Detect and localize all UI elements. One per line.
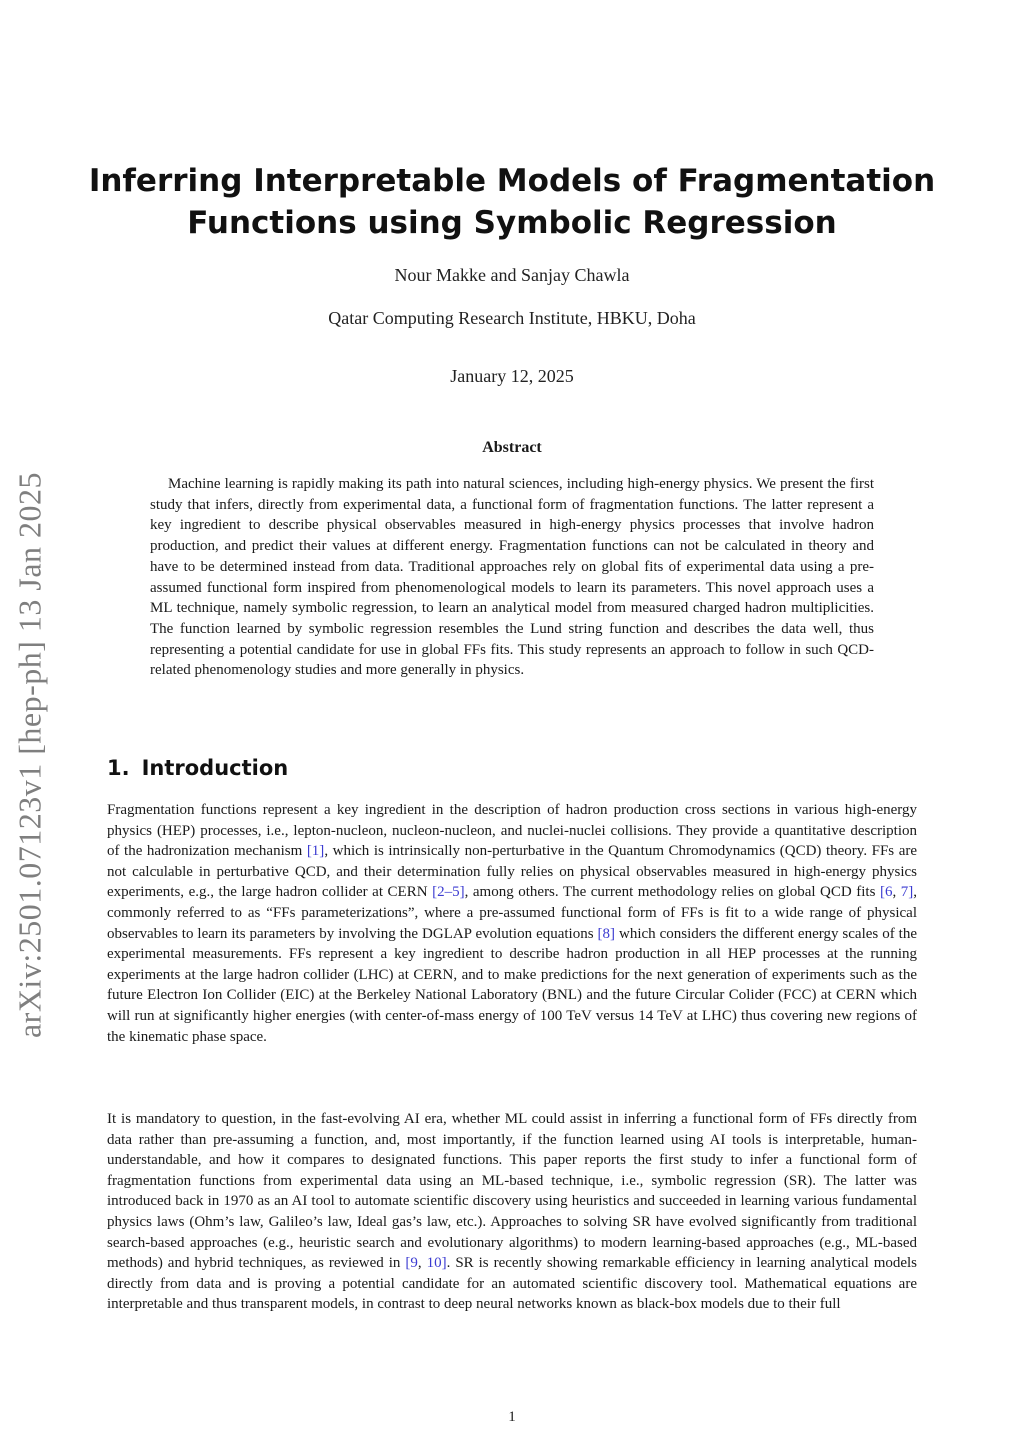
text-run: ,: [892, 884, 901, 901]
text-run: ,: [417, 1255, 427, 1272]
abstract-heading: Abstract: [482, 439, 542, 456]
page-number: 1: [508, 1409, 516, 1425]
publication-date: January 12, 2025: [450, 366, 574, 386]
section-heading-introduction: [107, 756, 288, 780]
citation-link[interactable]: 10]: [426, 1255, 447, 1272]
section-number: 1.: [107, 756, 130, 780]
arxiv-identifier: arXiv:2501.07123v1 [hep-ph] 13 Jan 2025: [11, 471, 48, 1039]
text-run: , which is intrinsically non-perturbative in the Quantum Chromodynamics (QCD) theory. FFs are not calculable in perturbative QCD, and their determination fully relies on physical observables measured in high-energy physics experiments, e.g., the large hadron collider at CERN: [107, 843, 917, 901]
affiliation: Qatar Computing Research Institute, HBKU, Doha: [328, 308, 696, 328]
paper-title-line-2: Functions using Symbolic Regression: [187, 205, 837, 241]
section-title: Introduction: [141, 756, 289, 780]
text-run: which considers the different energy scales of the experimental measurements. FFs represent a key ingredient to describe hadron production in all HEP processes at the running experiments at the large hadron collider (LHC) at CERN, and to make predictions for the next generation of experiments such as the future Electron Ion Collider (EIC) at the Berkeley National Laboratory (BNL) and the future Circular Colider (FCC) at CERN which will run at significantly higher energies (with center-of-mass energy of 100 TeV versus 14 TeV at LHC) thus covering new regions of the kinematic phase space.: [107, 925, 917, 1045]
intro-paragraph-2: [107, 1109, 917, 1315]
citation-link[interactable]: [8]: [597, 925, 616, 942]
intro-paragraph-1: [107, 800, 917, 1047]
abstract-text: Machine learning is rapidly making its path into natural sciences, including high-energy physics. We present the first study that infers, directly from experimental data, a functional form of fragmentation functions. The latter represent a key ingredient to describe physical observables measured in high-energy physics processes that involve hadron production, and predict their values at different energy. Fragmentation functions can not be calculated in theory and have to be determined instead from data. Traditional approaches rely on global fits of experimental data using a pre-assumed functional form inspired from phenomenological models to learn its parameters. This novel approach uses a ML technique, namely symbolic regression, to learn an analytical model from measured charged hadron multiplicities. The function learned by symbolic regression resembles the Lund string function and describes the data well, thus representing a potential candidate for use in global FFs fits. This study represents an approach to follow in such QCD-related phenomenology studies and more generally in physics.: [150, 476, 874, 679]
text-run: . SR is recently showing remarkable efficiency in learning analytical models directly from data and is proving a potential candidate for an automated scientific discovery tool. Mathematical equations are interpretable and thus transparent models, in contrast to deep neural networks known as black-box models due to their full: [107, 1255, 918, 1313]
text-run: , among others. The current methodology relies on global QCD fits: [464, 884, 880, 901]
paper-title-line-1: Inferring Interpretable Models of Fragmentation: [88, 163, 936, 199]
authors: Nour Makke and Sanjay Chawla: [394, 265, 630, 285]
text-run: It is mandatory to question, in the fast-evolving AI era, whether ML could assist in inferring a functional form of FFs directly from data rather than pre-assuming a function, and, most importantly, if the function learned using AI tools is interpretable, human-understandable, and how it compares to designated functions. This paper reports the first study to infer a functional form of fragmentation functions from experimental data using an ML-based technique, i.e., symbolic regression (SR). The latter was introduced back in 1970 as an AI tool to automate scientific discovery using heuristics and succeeded in learning various fundamental physics laws (Ohm’s law, Galileo’s law, Ideal gas’s law, etc.). Approaches to solving SR have evolved significantly from traditional search-based approaches (e.g., heuristic search and evolutionary algorithms) to modern learning-based approaches (e.g., ML-based methods) and hybrid techniques, as reviewed in: [107, 1111, 917, 1272]
citation-link[interactable]: [6: [879, 884, 893, 901]
text-run: Fragmentation functions represent a key ingredient in the description of hadron production cross sections in various high-energy physics (HEP) processes, i.e., lepton-nucleon, nucleon-nucleon, and nuclei-nuclei collisions. They provide a quantitative description of the hadronization mechanism: [107, 802, 917, 860]
citation-link[interactable]: [9: [405, 1255, 418, 1272]
citation-link[interactable]: 7]: [900, 884, 914, 901]
citation-link[interactable]: [2–5]: [432, 884, 465, 901]
paper-title: [0, 160, 1024, 244]
arxiv-sidebar: [0, 455, 60, 1055]
citation-link[interactable]: [1]: [306, 843, 325, 860]
text-run: , commonly referred to as “FFs parameterizations”, where a pre-assumed functional form of FFs is fit to a wide range of physical observables to learn its parameters by involving the DGLAP evolution equations: [107, 884, 918, 942]
